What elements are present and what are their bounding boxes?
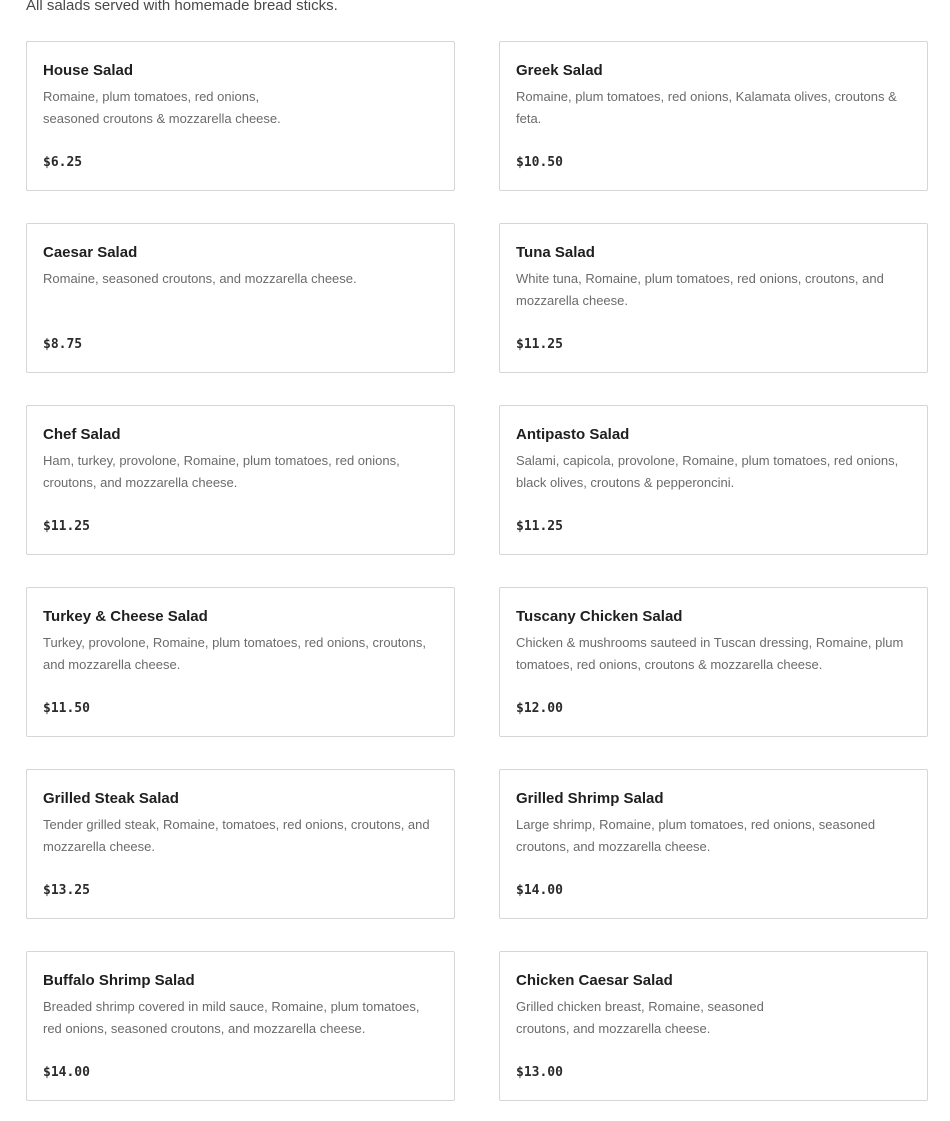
menu-item-name: Chef Salad	[43, 426, 121, 443]
menu-item-price: $12.00	[516, 701, 563, 716]
menu-item-description: Tender grilled steak, Romaine, tomatoes, red onions, croutons, and mozzarella cheese.	[43, 817, 430, 854]
menu-item-card[interactable]	[26, 951, 455, 1101]
menu-item-card[interactable]	[26, 587, 455, 737]
menu-item-card[interactable]	[499, 769, 928, 919]
menu-item-price: $13.25	[43, 883, 90, 898]
menu-item-price: $11.25	[516, 519, 563, 534]
menu-item-description: Salami, capicola, provolone, Romaine, plum tomatoes, red onions, black olives, croutons & pepperoncini.	[516, 453, 899, 490]
menu-item-price: $14.00	[516, 883, 563, 898]
menu-item-name: Tuna Salad	[516, 244, 595, 261]
menu-item-description: Large shrimp, Romaine, plum tomatoes, red onions, seasoned croutons, and mozzarella cheese.	[516, 817, 876, 854]
menu-item-description: Romaine, seasoned croutons, and mozzarella cheese.	[43, 271, 357, 286]
menu-item-description: Ham, turkey, provolone, Romaine, plum tomatoes, red onions, croutons, and mozzarella cheese.	[43, 453, 400, 490]
menu-item-card[interactable]	[499, 223, 928, 373]
menu-item-card[interactable]	[26, 769, 455, 919]
menu-item-card[interactable]	[26, 405, 455, 555]
menu-item-card[interactable]	[499, 587, 928, 737]
menu-item-price: $11.25	[516, 337, 563, 352]
menu-item-name: Antipasto Salad	[516, 426, 630, 443]
menu-item-price: $14.00	[43, 1065, 90, 1080]
menu-items-grid	[26, 41, 928, 1101]
menu-item-description: Turkey, provolone, Romaine, plum tomatoes, red onions, croutons, and mozzarella cheese.	[43, 635, 426, 672]
menu-item-description: Romaine, plum tomatoes, red onions, seasoned croutons & mozzarella cheese.	[43, 89, 281, 126]
menu-item-description: Grilled chicken breast, Romaine, seasoned croutons, and mozzarella cheese.	[516, 999, 764, 1036]
menu-item-card[interactable]	[26, 41, 455, 191]
menu-item-price: $13.00	[516, 1065, 563, 1080]
menu-item-name: House Salad	[43, 62, 134, 79]
menu-item-description: Chicken & mushrooms sauteed in Tuscan dressing, Romaine, plum tomatoes, red onions, croutons & mozzarella cheese.	[516, 635, 904, 672]
menu-item-name: Buffalo Shrimp Salad	[43, 972, 195, 989]
menu-item-card[interactable]	[499, 41, 928, 191]
menu-item-name: Grilled Steak Salad	[43, 790, 179, 807]
menu-item-card[interactable]	[26, 223, 455, 373]
section-note: All salads served with homemade bread sticks.	[26, 0, 338, 14]
menu-item-name: Caesar Salad	[43, 244, 138, 261]
menu-item-price: $11.50	[43, 701, 90, 716]
menu-item-price: $8.75	[43, 337, 83, 352]
menu-item-name: Tuscany Chicken Salad	[516, 608, 683, 625]
menu-item-name: Chicken Caesar Salad	[516, 972, 673, 989]
menu-item-description: Romaine, plum tomatoes, red onions, Kalamata olives, croutons & feta.	[516, 89, 897, 126]
menu-item-name: Grilled Shrimp Salad	[516, 790, 664, 807]
menu-item-name: Turkey & Cheese Salad	[43, 608, 208, 625]
menu-item-price: $6.25	[43, 155, 83, 170]
menu-item-name: Greek Salad	[516, 62, 603, 79]
menu-item-card[interactable]	[499, 405, 928, 555]
menu-item-price: $11.25	[43, 519, 90, 534]
menu-item-description: Breaded shrimp covered in mild sauce, Romaine, plum tomatoes, red onions, seasoned croutons, and mozzarella cheese.	[43, 999, 420, 1036]
menu-item-description: White tuna, Romaine, plum tomatoes, red onions, croutons, and mozzarella cheese.	[516, 271, 884, 308]
menu-item-card[interactable]	[499, 951, 928, 1101]
menu-item-price: $10.50	[516, 155, 563, 170]
